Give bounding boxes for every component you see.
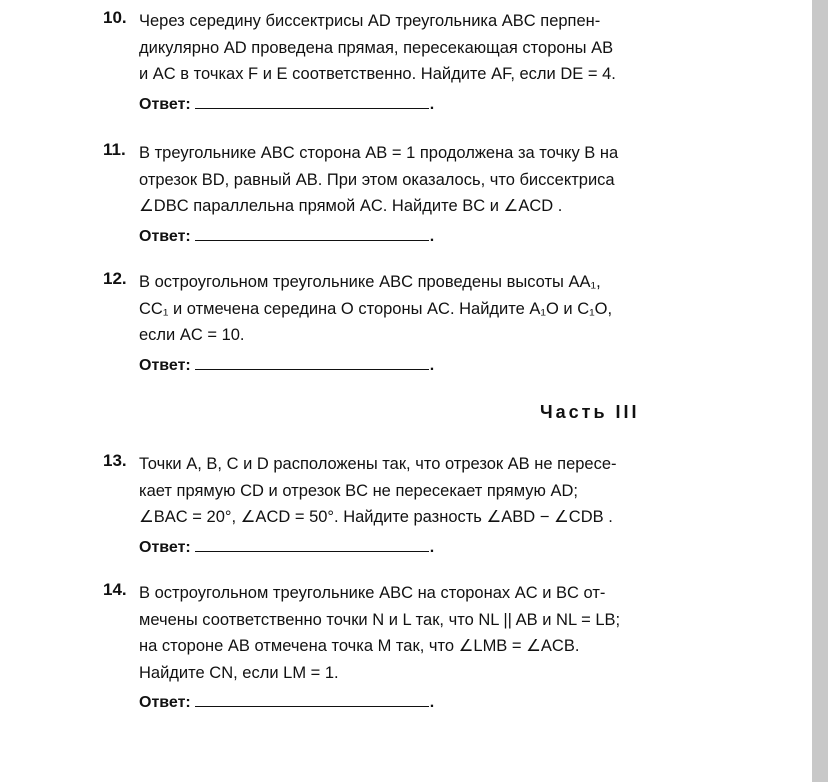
problem-line: ∠DBC параллельна прямой AC. Найдите BC и ∠ACD . — [139, 197, 563, 215]
problem-line: Через середину биссектрисы AD треугольника ABC перпен- — [139, 12, 601, 30]
problem-number: 12. — [103, 269, 127, 288]
part-title: Часть III — [540, 402, 640, 422]
problem-line: отрезок BD, равный AB. При этом оказалось, что биссектриса — [139, 170, 615, 189]
answer-period: . — [429, 95, 435, 113]
problem-line: Точки A, B, C и D расположены так, что отрезок AB не пересе- — [139, 455, 617, 473]
problem-14 — [103, 580, 663, 712]
problem-line: если AC = 10. — [139, 326, 245, 344]
answer-row — [139, 94, 663, 114]
answer-label: Ответ: — [139, 538, 191, 556]
problem-number: 10. — [103, 8, 127, 27]
answer-input-line[interactable] — [195, 537, 429, 552]
problem-text — [139, 269, 663, 349]
answer-period: . — [429, 356, 435, 374]
answer-label: Ответ: — [139, 95, 191, 113]
answer-label: Ответ: — [139, 694, 191, 711]
problem-number: 14. — [103, 580, 127, 599]
problem-line: ∠BAC = 20°, ∠ACD = 50°. Найдите разность ∠ABD − ∠CDB . — [139, 508, 613, 526]
problem-11 — [103, 140, 663, 246]
answer-row — [139, 355, 663, 375]
problem-line: дикулярно AD проведена прямая, пересекающая стороны AB — [139, 38, 614, 57]
problem-line: кает прямую CD и отрезок BC не пересекает прямую AD; — [139, 481, 578, 500]
problem-line: Найдите CN, если LM = 1. — [139, 663, 339, 682]
answer-input-line[interactable] — [195, 692, 429, 707]
answer-label: Ответ: — [139, 227, 191, 245]
problem-line: мечены соответственно точки N и L так, что NL || AB и NL = LB; — [139, 610, 621, 629]
problem-12 — [103, 269, 663, 375]
answer-row — [139, 692, 663, 712]
problem-text — [139, 451, 663, 531]
problem-line: CC₁ и отмечена середина O стороны AC. Найдите A₁O и C₁O, — [139, 299, 613, 318]
answer-row — [139, 537, 663, 557]
answer-input-line[interactable] — [195, 355, 429, 370]
answer-input-line[interactable] — [195, 94, 429, 109]
problem-13 — [103, 451, 663, 557]
answer-input-line[interactable] — [195, 226, 429, 241]
problem-number: 11. — [103, 140, 126, 159]
problem-text — [139, 580, 663, 686]
problem-line: и AC в точках F и E соответственно. Найдите AF, если DE = 4. — [139, 65, 616, 83]
answer-period: . — [429, 538, 435, 556]
problem-text — [139, 140, 663, 220]
problem-line: В треугольнике ABC сторона AB = 1 продолжена за точку B на — [139, 144, 619, 162]
problem-10 — [103, 8, 663, 114]
problem-number: 13. — [103, 451, 127, 470]
answer-label: Ответ: — [139, 356, 191, 374]
answer-period: . — [429, 227, 435, 245]
answer-period: . — [429, 694, 435, 711]
problem-line: В остроугольном треугольнике ABC проведены высоты AA₁, — [139, 273, 601, 291]
answer-row — [139, 226, 663, 246]
problem-line: на стороне AB отмечена точка M так, что ∠LMB = ∠ACB. — [139, 637, 580, 655]
problem-line: В остроугольном треугольнике ABC на сторонах AC и BC от- — [139, 584, 606, 602]
problem-text — [139, 8, 663, 88]
page-edge-shadow — [812, 0, 828, 782]
